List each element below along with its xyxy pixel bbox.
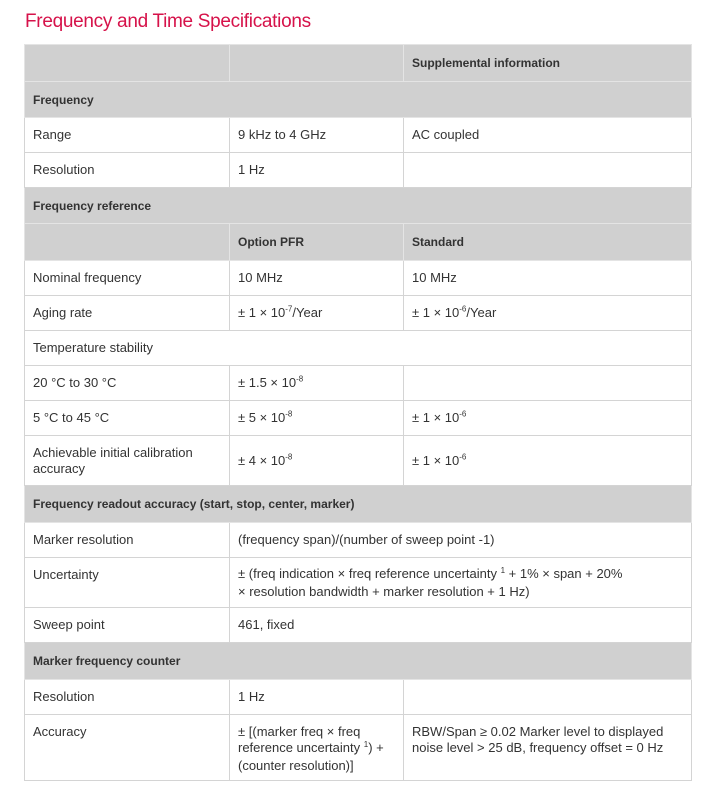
table-row	[25, 118, 692, 153]
value-unit: /Year	[292, 305, 323, 320]
section-marker-counter	[25, 643, 692, 680]
value-exponent: -6	[459, 452, 467, 462]
row-label: 5 °C to 45 °C	[25, 401, 230, 436]
table-row	[25, 401, 692, 436]
value-base: ± 4 × 10	[238, 452, 286, 468]
subheader-standard: Standard	[404, 224, 692, 261]
value-exponent: -8	[285, 452, 293, 462]
row-value	[230, 715, 404, 781]
row-label: Resolution	[25, 153, 230, 188]
spec-table	[24, 44, 692, 781]
value-text: ± (freq indication × freq reference uncertainty	[238, 565, 501, 581]
header-supplemental: Supplemental information	[404, 45, 692, 82]
table-row	[25, 715, 692, 781]
value-exponent: -6	[459, 304, 467, 314]
row-label: Range	[25, 118, 230, 153]
value-base: ± 1 × 10	[412, 410, 460, 425]
table-row	[25, 366, 692, 401]
footnote-ref: 1	[500, 565, 506, 575]
value-base: ± 1 × 10	[412, 452, 460, 468]
value-exponent: -8	[285, 409, 293, 419]
value-exponent: -8	[296, 374, 304, 384]
row-note	[404, 366, 692, 401]
row-value	[230, 558, 692, 608]
row-label: Nominal frequency	[25, 261, 230, 296]
header-cell	[25, 45, 230, 82]
row-value	[230, 366, 404, 401]
value-text: ) + (counter resolution)]	[238, 740, 384, 773]
value-base: ± 1 × 10	[238, 305, 286, 320]
row-label: Accuracy	[25, 715, 230, 781]
table-row	[25, 261, 692, 296]
page-title: Frequency and Time Specifications	[25, 11, 311, 32]
value-base: ± 1 × 10	[412, 305, 460, 320]
value-base: ± 1.5 × 10	[238, 375, 297, 390]
value-text: + 1% × span + 20% × resolution bandwidth + marker resolution + 1 Hz)	[238, 565, 623, 599]
row-value: (frequency span)/(number of sweep point -1)	[230, 523, 692, 558]
row-label: Uncertainty	[25, 558, 230, 608]
row-value	[230, 401, 404, 436]
row-value	[230, 436, 404, 486]
row-value: 1 Hz	[230, 680, 404, 715]
row-note	[404, 680, 692, 715]
row-value: 461, fixed	[230, 608, 692, 643]
section-label: Frequency reference	[25, 188, 692, 224]
row-value: 1 Hz	[230, 153, 404, 188]
row-label: Achievable initial calibration accuracy	[25, 436, 230, 486]
section-label: Marker frequency counter	[25, 643, 692, 680]
footnote-ref: 1	[363, 740, 369, 749]
value-text: ± [(marker freq × freq reference uncertainty	[238, 724, 364, 755]
row-note: RBW/Span ≥ 0.02 Marker level to displayed noise level > 25 dB, frequency offset = 0 Hz	[404, 715, 692, 781]
table-row	[25, 558, 692, 608]
header-cell	[230, 45, 404, 82]
row-note	[404, 296, 692, 331]
section-frequency	[25, 82, 692, 118]
table-header-row	[25, 45, 692, 82]
section-readout-accuracy	[25, 486, 692, 523]
subheader-row	[25, 224, 692, 261]
row-value	[230, 296, 404, 331]
row-label: Sweep point	[25, 608, 230, 643]
value-unit: /Year	[466, 305, 497, 320]
row-note: AC coupled	[404, 118, 692, 153]
section-label: Frequency	[25, 82, 692, 118]
value-exponent: -7	[285, 304, 293, 314]
row-note	[404, 401, 692, 436]
table-row	[25, 608, 692, 643]
table-row	[25, 523, 692, 558]
row-label: Temperature stability	[25, 331, 692, 366]
row-label: Marker resolution	[25, 523, 230, 558]
table-row	[25, 296, 692, 331]
section-frequency-reference	[25, 188, 692, 224]
row-value: 10 MHz	[230, 261, 404, 296]
table-row	[25, 436, 692, 486]
value-exponent: -6	[459, 409, 467, 419]
section-label: Frequency readout accuracy (start, stop, center, marker)	[25, 486, 692, 523]
table-row	[25, 153, 692, 188]
value-base: ± 5 × 10	[238, 410, 286, 425]
row-label: 20 °C to 30 °C	[25, 366, 230, 401]
row-note	[404, 153, 692, 188]
row-value: 9 kHz to 4 GHz	[230, 118, 404, 153]
row-note	[404, 436, 692, 486]
row-label: Resolution	[25, 680, 230, 715]
row-note: 10 MHz	[404, 261, 692, 296]
subheader-option-pfr: Option PFR	[230, 224, 404, 261]
row-label: Aging rate	[25, 296, 230, 331]
table-row	[25, 331, 692, 366]
subheader-cell	[25, 224, 230, 261]
table-row	[25, 680, 692, 715]
